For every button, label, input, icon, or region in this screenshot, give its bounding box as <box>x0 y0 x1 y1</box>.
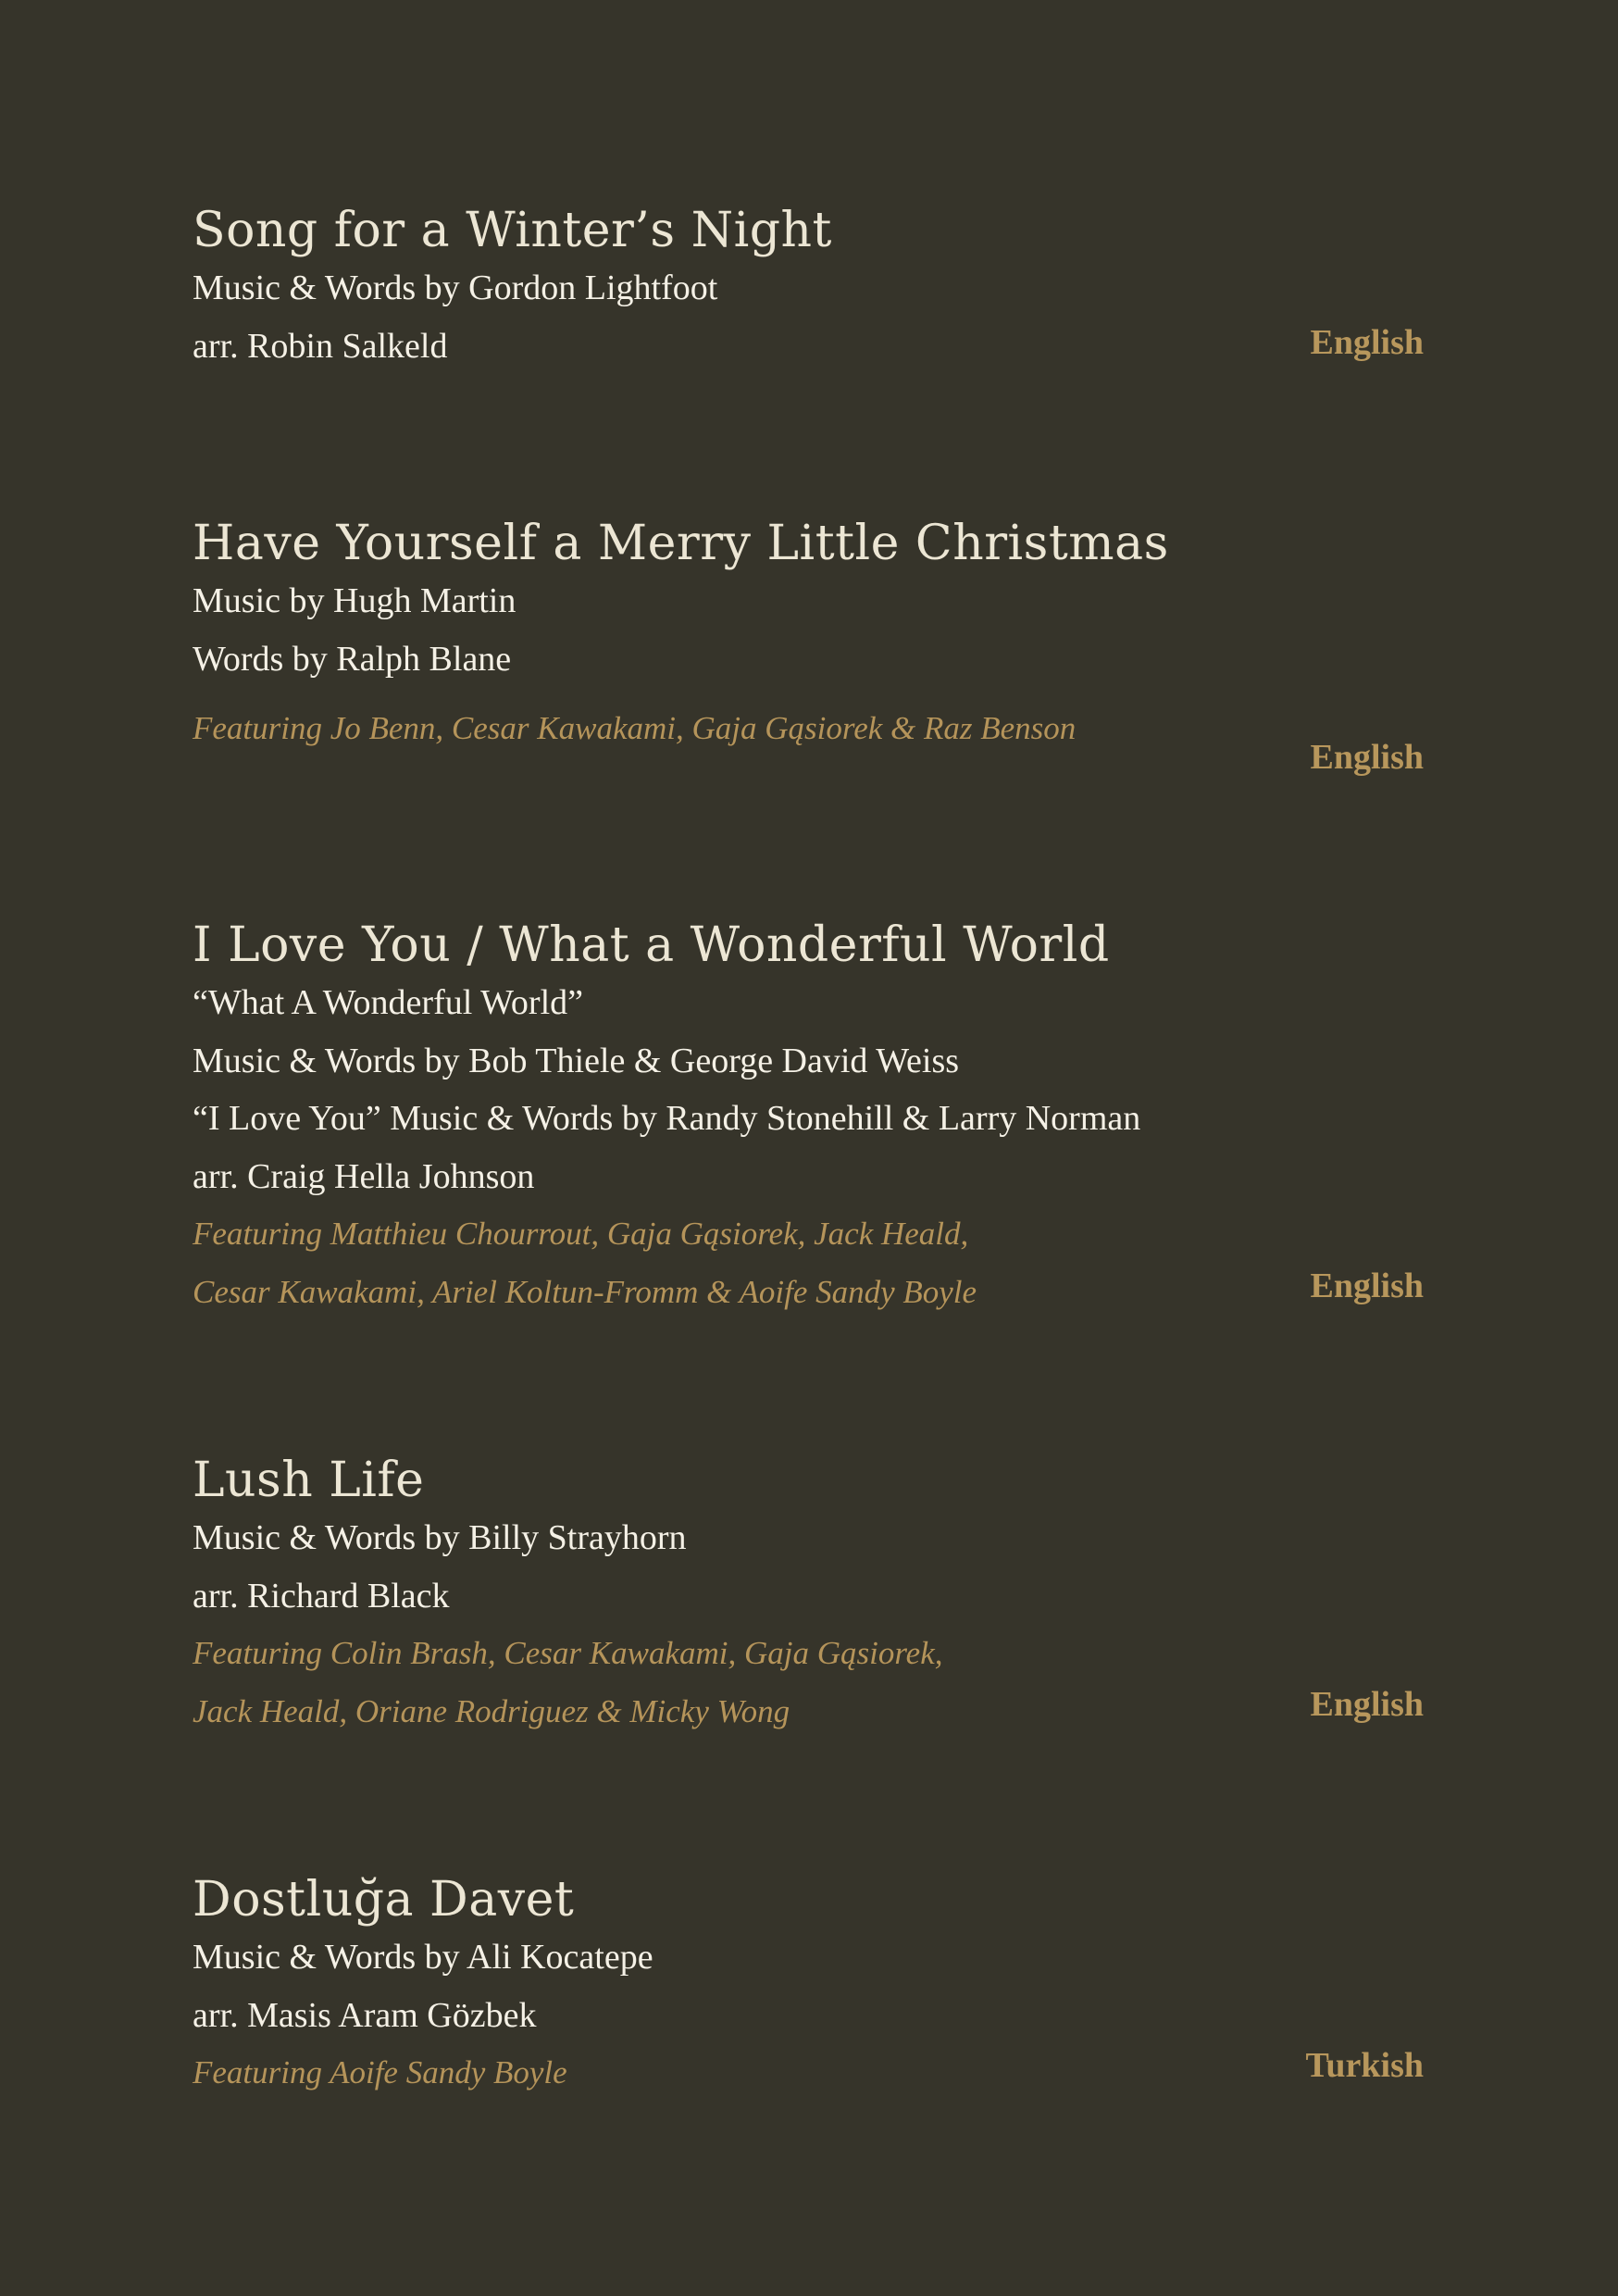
song-title: I Love You / What a Wonderful World <box>193 917 1110 973</box>
song-language: English <box>1310 738 1424 777</box>
song-entry <box>193 1452 1433 1741</box>
song-title: Song for a Winter’s Night <box>193 203 832 258</box>
song-featuring: Featuring Matthieu Chourrout, Gaja Gąsiorek, Jack Heald, <box>193 1216 969 1252</box>
song-credit: Music by Hugh Martin <box>193 581 517 620</box>
song-credit: “What A Wonderful World” <box>193 983 583 1022</box>
song-featuring: Featuring Aoife Sandy Boyle <box>193 2054 567 2090</box>
song-credit: arr. Robin Salkeld <box>193 326 448 366</box>
song-entry <box>193 1871 1433 2103</box>
song-language: Turkish <box>1305 2046 1424 2085</box>
song-featuring: Featuring Colin Brash, Cesar Kawakami, Gaja Gąsiorek, <box>193 1635 943 1671</box>
song-title: Have Yourself a Merry Little Christmas <box>193 516 1169 571</box>
song-language: English <box>1310 1267 1424 1305</box>
song-entry <box>193 515 1433 758</box>
song-credit: “I Love You” Music & Words by Randy Stonehill & Larry Norman <box>193 1099 1141 1138</box>
song-title: Dostluğa Davet <box>193 1872 575 1928</box>
song-credit: arr. Craig Hella Johnson <box>193 1156 535 1196</box>
song-credit: Music & Words by Bob Thiele & George David Weiss <box>193 1041 960 1080</box>
song-featuring: Jack Heald, Oriane Rodriguez & Micky Wong <box>193 1692 790 1729</box>
song-credit: arr. Richard Black <box>193 1576 450 1616</box>
song-entry <box>193 202 1433 375</box>
song-title: Lush Life <box>193 1453 425 1508</box>
song-featuring: Cesar Kawakami, Ariel Koltun-Fromm & Aoife Sandy Boyle <box>193 1273 977 1310</box>
song-language: English <box>1310 323 1424 362</box>
song-language: English <box>1310 1685 1424 1724</box>
song-credit: Words by Ralph Blane <box>193 639 512 679</box>
song-credit: arr. Masis Aram Gözbek <box>193 1995 537 2035</box>
song-credit: Music & Words by Gordon Lightfoot <box>193 268 718 307</box>
song-credit: Music & Words by Ali Kocatepe <box>193 1938 653 1977</box>
song-featuring: Featuring Jo Benn, Cesar Kawakami, Gaja Gąsiorek & Raz Benson <box>193 710 1077 746</box>
song-entry <box>193 917 1433 1321</box>
song-credit: Music & Words by Billy Strayhorn <box>193 1518 687 1557</box>
